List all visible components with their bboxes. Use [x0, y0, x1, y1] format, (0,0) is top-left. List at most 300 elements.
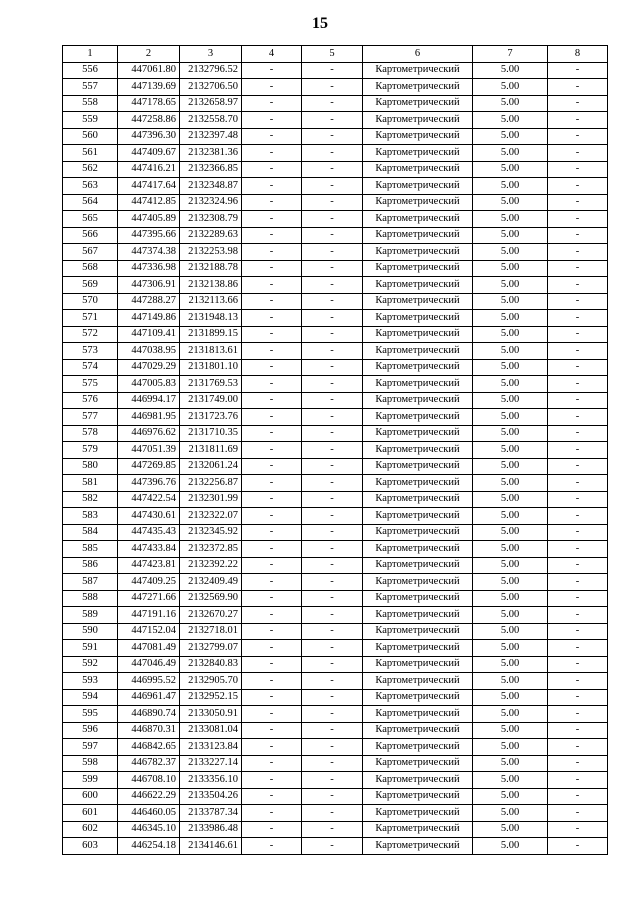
table-row	[63, 95, 608, 112]
cell-point-number: 564	[63, 194, 118, 211]
cell-point-number: 591	[63, 640, 118, 657]
cell-col-8-value: -	[548, 392, 608, 409]
cell-x-coordinate: 447271.66	[118, 590, 180, 607]
cell-method: Картометрический	[363, 541, 473, 558]
cell-col-8-value: -	[548, 821, 608, 838]
cell-col-8-value: -	[548, 178, 608, 195]
cell-col-5-value: -	[302, 689, 363, 706]
cell-x-coordinate: 447423.81	[118, 557, 180, 574]
cell-x-coordinate: 447109.41	[118, 326, 180, 343]
cell-col-5-value: -	[302, 458, 363, 475]
cell-x-coordinate: 447258.86	[118, 112, 180, 129]
table-row	[63, 227, 608, 244]
cell-y-coordinate: 2133050.91	[180, 706, 242, 723]
cell-x-coordinate: 447306.91	[118, 277, 180, 294]
header-col-4: 4	[242, 46, 302, 63]
cell-col-8-value: -	[548, 458, 608, 475]
cell-col-4-value: -	[242, 475, 302, 492]
cell-accuracy: 5.00	[473, 821, 548, 838]
cell-col-8-value: -	[548, 95, 608, 112]
cell-x-coordinate: 446460.05	[118, 805, 180, 822]
cell-x-coordinate: 447395.66	[118, 227, 180, 244]
cell-method: Картометрический	[363, 689, 473, 706]
cell-y-coordinate: 2133123.84	[180, 739, 242, 756]
cell-y-coordinate: 2132256.87	[180, 475, 242, 492]
cell-col-4-value: -	[242, 458, 302, 475]
cell-col-4-value: -	[242, 739, 302, 756]
cell-method: Картометрический	[363, 755, 473, 772]
header-col-6: 6	[363, 46, 473, 63]
table-row	[63, 244, 608, 261]
cell-accuracy: 5.00	[473, 607, 548, 624]
table-row	[63, 640, 608, 657]
table-row	[63, 623, 608, 640]
cell-point-number: 573	[63, 343, 118, 360]
cell-col-8-value: -	[548, 739, 608, 756]
cell-col-8-value: -	[548, 409, 608, 426]
table-row	[63, 673, 608, 690]
cell-y-coordinate: 2132138.86	[180, 277, 242, 294]
table-row	[63, 293, 608, 310]
cell-y-coordinate: 2131899.15	[180, 326, 242, 343]
cell-accuracy: 5.00	[473, 178, 548, 195]
cell-x-coordinate: 447061.80	[118, 62, 180, 79]
cell-method: Картометрический	[363, 62, 473, 79]
cell-method: Картометрический	[363, 706, 473, 723]
cell-col-8-value: -	[548, 607, 608, 624]
cell-method: Картометрический	[363, 95, 473, 112]
cell-x-coordinate: 446995.52	[118, 673, 180, 690]
cell-col-5-value: -	[302, 277, 363, 294]
header-col-8: 8	[548, 46, 608, 63]
cell-x-coordinate: 447405.89	[118, 211, 180, 228]
cell-x-coordinate: 446981.95	[118, 409, 180, 426]
cell-y-coordinate: 2132289.63	[180, 227, 242, 244]
cell-col-8-value: -	[548, 838, 608, 855]
cell-point-number: 576	[63, 392, 118, 409]
cell-y-coordinate: 2132348.87	[180, 178, 242, 195]
cell-col-4-value: -	[242, 409, 302, 426]
cell-x-coordinate: 447288.27	[118, 293, 180, 310]
cell-col-5-value: -	[302, 755, 363, 772]
cell-col-8-value: -	[548, 673, 608, 690]
cell-col-5-value: -	[302, 739, 363, 756]
cell-point-number: 589	[63, 607, 118, 624]
cell-point-number: 590	[63, 623, 118, 640]
table-row	[63, 821, 608, 838]
cell-point-number: 596	[63, 722, 118, 739]
cell-x-coordinate: 447336.98	[118, 260, 180, 277]
cell-point-number: 562	[63, 161, 118, 178]
cell-x-coordinate: 447409.67	[118, 145, 180, 162]
cell-point-number: 584	[63, 524, 118, 541]
cell-point-number: 577	[63, 409, 118, 426]
cell-x-coordinate: 447374.38	[118, 244, 180, 261]
cell-accuracy: 5.00	[473, 557, 548, 574]
cell-point-number: 556	[63, 62, 118, 79]
cell-col-5-value: -	[302, 508, 363, 525]
cell-col-8-value: -	[548, 755, 608, 772]
cell-method: Картометрический	[363, 260, 473, 277]
cell-accuracy: 5.00	[473, 409, 548, 426]
cell-point-number: 580	[63, 458, 118, 475]
cell-col-8-value: -	[548, 293, 608, 310]
cell-accuracy: 5.00	[473, 359, 548, 376]
cell-point-number: 557	[63, 79, 118, 96]
table-row	[63, 310, 608, 327]
cell-col-5-value: -	[302, 310, 363, 327]
cell-x-coordinate: 446961.47	[118, 689, 180, 706]
cell-point-number: 603	[63, 838, 118, 855]
cell-method: Картометрический	[363, 227, 473, 244]
cell-col-4-value: -	[242, 244, 302, 261]
cell-col-5-value: -	[302, 161, 363, 178]
table-row	[63, 128, 608, 145]
cell-col-5-value: -	[302, 623, 363, 640]
cell-y-coordinate: 2131948.13	[180, 310, 242, 327]
cell-method: Картометрический	[363, 640, 473, 657]
cell-col-4-value: -	[242, 508, 302, 525]
cell-method: Картометрический	[363, 79, 473, 96]
cell-accuracy: 5.00	[473, 689, 548, 706]
cell-col-5-value: -	[302, 788, 363, 805]
cell-accuracy: 5.00	[473, 656, 548, 673]
cell-col-8-value: -	[548, 805, 608, 822]
cell-point-number: 558	[63, 95, 118, 112]
cell-x-coordinate: 447191.16	[118, 607, 180, 624]
table-row	[63, 722, 608, 739]
table-row	[63, 524, 608, 541]
cell-col-8-value: -	[548, 722, 608, 739]
cell-accuracy: 5.00	[473, 590, 548, 607]
cell-accuracy: 5.00	[473, 508, 548, 525]
cell-point-number: 588	[63, 590, 118, 607]
cell-method: Картометрический	[363, 128, 473, 145]
cell-col-5-value: -	[302, 260, 363, 277]
cell-method: Картометрический	[363, 310, 473, 327]
cell-y-coordinate: 2132718.01	[180, 623, 242, 640]
cell-y-coordinate: 2131710.35	[180, 425, 242, 442]
cell-col-5-value: -	[302, 574, 363, 591]
cell-x-coordinate: 447422.54	[118, 491, 180, 508]
cell-accuracy: 5.00	[473, 79, 548, 96]
cell-col-4-value: -	[242, 821, 302, 838]
cell-y-coordinate: 2132799.07	[180, 640, 242, 657]
coordinates-table	[62, 45, 608, 855]
cell-accuracy: 5.00	[473, 722, 548, 739]
table-row	[63, 359, 608, 376]
cell-col-5-value: -	[302, 640, 363, 657]
cell-y-coordinate: 2132905.70	[180, 673, 242, 690]
cell-col-4-value: -	[242, 79, 302, 96]
cell-col-5-value: -	[302, 128, 363, 145]
cell-y-coordinate: 2132381.36	[180, 145, 242, 162]
cell-method: Картометрический	[363, 491, 473, 508]
cell-col-4-value: -	[242, 640, 302, 657]
cell-point-number: 563	[63, 178, 118, 195]
cell-y-coordinate: 2132253.98	[180, 244, 242, 261]
cell-accuracy: 5.00	[473, 755, 548, 772]
cell-accuracy: 5.00	[473, 145, 548, 162]
cell-col-4-value: -	[242, 194, 302, 211]
cell-x-coordinate: 447396.76	[118, 475, 180, 492]
cell-y-coordinate: 2133081.04	[180, 722, 242, 739]
cell-col-4-value: -	[242, 310, 302, 327]
cell-col-4-value: -	[242, 359, 302, 376]
cell-point-number: 582	[63, 491, 118, 508]
cell-accuracy: 5.00	[473, 277, 548, 294]
cell-point-number: 575	[63, 376, 118, 393]
cell-col-8-value: -	[548, 211, 608, 228]
cell-method: Картометрический	[363, 590, 473, 607]
cell-col-8-value: -	[548, 689, 608, 706]
cell-accuracy: 5.00	[473, 574, 548, 591]
cell-point-number: 560	[63, 128, 118, 145]
cell-x-coordinate: 447139.69	[118, 79, 180, 96]
cell-point-number: 561	[63, 145, 118, 162]
table-row	[63, 508, 608, 525]
cell-col-4-value: -	[242, 442, 302, 459]
table-row	[63, 79, 608, 96]
cell-y-coordinate: 2132952.15	[180, 689, 242, 706]
table-row	[63, 574, 608, 591]
cell-y-coordinate: 2131811.69	[180, 442, 242, 459]
cell-y-coordinate: 2133504.26	[180, 788, 242, 805]
header-col-7: 7	[473, 46, 548, 63]
header-col-2: 2	[118, 46, 180, 63]
cell-accuracy: 5.00	[473, 293, 548, 310]
cell-col-5-value: -	[302, 656, 363, 673]
cell-y-coordinate: 2132301.99	[180, 491, 242, 508]
cell-col-8-value: -	[548, 227, 608, 244]
cell-col-5-value: -	[302, 673, 363, 690]
cell-method: Картометрический	[363, 343, 473, 360]
cell-y-coordinate: 2132366.85	[180, 161, 242, 178]
cell-col-4-value: -	[242, 574, 302, 591]
cell-method: Картометрический	[363, 623, 473, 640]
cell-y-coordinate: 2132188.78	[180, 260, 242, 277]
cell-method: Картометрический	[363, 425, 473, 442]
cell-col-4-value: -	[242, 62, 302, 79]
cell-point-number: 587	[63, 574, 118, 591]
table-row	[63, 260, 608, 277]
cell-col-4-value: -	[242, 128, 302, 145]
cell-col-4-value: -	[242, 689, 302, 706]
cell-point-number: 598	[63, 755, 118, 772]
cell-method: Картометрический	[363, 293, 473, 310]
cell-accuracy: 5.00	[473, 244, 548, 261]
table-header-row	[63, 46, 608, 63]
table-row	[63, 194, 608, 211]
cell-x-coordinate: 446782.37	[118, 755, 180, 772]
cell-accuracy: 5.00	[473, 458, 548, 475]
table-row	[63, 838, 608, 855]
cell-y-coordinate: 2132322.07	[180, 508, 242, 525]
cell-method: Картометрический	[363, 145, 473, 162]
cell-accuracy: 5.00	[473, 805, 548, 822]
cell-accuracy: 5.00	[473, 128, 548, 145]
cell-col-5-value: -	[302, 607, 363, 624]
cell-y-coordinate: 2132392.22	[180, 557, 242, 574]
cell-col-4-value: -	[242, 838, 302, 855]
cell-col-5-value: -	[302, 211, 363, 228]
cell-col-5-value: -	[302, 112, 363, 129]
cell-col-5-value: -	[302, 805, 363, 822]
cell-col-4-value: -	[242, 590, 302, 607]
cell-col-4-value: -	[242, 112, 302, 129]
cell-method: Картометрический	[363, 244, 473, 261]
cell-point-number: 600	[63, 788, 118, 805]
table-row	[63, 62, 608, 79]
cell-x-coordinate: 447417.64	[118, 178, 180, 195]
table-row	[63, 409, 608, 426]
cell-method: Картометрический	[363, 475, 473, 492]
cell-method: Картометрический	[363, 656, 473, 673]
cell-y-coordinate: 2133227.14	[180, 755, 242, 772]
cell-y-coordinate: 2132558.70	[180, 112, 242, 129]
table-row	[63, 326, 608, 343]
table-row	[63, 772, 608, 789]
cell-col-8-value: -	[548, 524, 608, 541]
cell-col-4-value: -	[242, 805, 302, 822]
cell-col-8-value: -	[548, 112, 608, 129]
cell-col-5-value: -	[302, 409, 363, 426]
cell-col-8-value: -	[548, 475, 608, 492]
cell-point-number: 593	[63, 673, 118, 690]
table-row	[63, 161, 608, 178]
cell-x-coordinate: 446254.18	[118, 838, 180, 855]
table-row	[63, 442, 608, 459]
header-col-5: 5	[302, 46, 363, 63]
table-row	[63, 343, 608, 360]
cell-y-coordinate: 2132113.66	[180, 293, 242, 310]
cell-x-coordinate: 447430.61	[118, 508, 180, 525]
table-row	[63, 557, 608, 574]
cell-accuracy: 5.00	[473, 623, 548, 640]
cell-x-coordinate: 447038.95	[118, 343, 180, 360]
cell-col-5-value: -	[302, 62, 363, 79]
table-row	[63, 689, 608, 706]
cell-y-coordinate: 2131723.76	[180, 409, 242, 426]
cell-col-4-value: -	[242, 277, 302, 294]
cell-col-5-value: -	[302, 706, 363, 723]
cell-accuracy: 5.00	[473, 442, 548, 459]
cell-col-5-value: -	[302, 343, 363, 360]
table-row	[63, 475, 608, 492]
cell-accuracy: 5.00	[473, 62, 548, 79]
table-row	[63, 491, 608, 508]
cell-accuracy: 5.00	[473, 326, 548, 343]
cell-col-5-value: -	[302, 293, 363, 310]
cell-col-5-value: -	[302, 541, 363, 558]
cell-point-number: 569	[63, 277, 118, 294]
cell-col-8-value: -	[548, 62, 608, 79]
cell-method: Картометрический	[363, 211, 473, 228]
cell-accuracy: 5.00	[473, 541, 548, 558]
cell-point-number: 595	[63, 706, 118, 723]
cell-x-coordinate: 447051.39	[118, 442, 180, 459]
cell-x-coordinate: 447409.25	[118, 574, 180, 591]
cell-point-number: 585	[63, 541, 118, 558]
cell-col-8-value: -	[548, 79, 608, 96]
cell-col-4-value: -	[242, 673, 302, 690]
cell-accuracy: 5.00	[473, 194, 548, 211]
cell-x-coordinate: 446994.17	[118, 392, 180, 409]
cell-col-4-value: -	[242, 293, 302, 310]
cell-x-coordinate: 446870.31	[118, 722, 180, 739]
cell-col-4-value: -	[242, 326, 302, 343]
cell-y-coordinate: 2133986.48	[180, 821, 242, 838]
cell-col-4-value: -	[242, 95, 302, 112]
cell-accuracy: 5.00	[473, 310, 548, 327]
table-row	[63, 739, 608, 756]
cell-method: Картометрический	[363, 607, 473, 624]
cell-col-5-value: -	[302, 227, 363, 244]
cell-point-number: 570	[63, 293, 118, 310]
table-row	[63, 211, 608, 228]
table-row	[63, 656, 608, 673]
cell-accuracy: 5.00	[473, 475, 548, 492]
cell-col-4-value: -	[242, 491, 302, 508]
cell-col-5-value: -	[302, 838, 363, 855]
cell-x-coordinate: 446890.74	[118, 706, 180, 723]
cell-method: Картометрический	[363, 838, 473, 855]
cell-col-5-value: -	[302, 95, 363, 112]
cell-point-number: 602	[63, 821, 118, 838]
cell-accuracy: 5.00	[473, 161, 548, 178]
cell-col-5-value: -	[302, 178, 363, 195]
table-row	[63, 112, 608, 129]
cell-y-coordinate: 2133787.34	[180, 805, 242, 822]
cell-col-8-value: -	[548, 359, 608, 376]
cell-x-coordinate: 447396.30	[118, 128, 180, 145]
cell-col-4-value: -	[242, 607, 302, 624]
cell-point-number: 565	[63, 211, 118, 228]
cell-point-number: 597	[63, 739, 118, 756]
cell-col-4-value: -	[242, 145, 302, 162]
cell-accuracy: 5.00	[473, 739, 548, 756]
cell-point-number: 578	[63, 425, 118, 442]
cell-col-8-value: -	[548, 326, 608, 343]
cell-point-number: 567	[63, 244, 118, 261]
cell-y-coordinate: 2132569.90	[180, 590, 242, 607]
cell-method: Картометрический	[363, 821, 473, 838]
cell-x-coordinate: 447046.49	[118, 656, 180, 673]
cell-method: Картометрический	[363, 722, 473, 739]
cell-y-coordinate: 2131749.00	[180, 392, 242, 409]
cell-col-5-value: -	[302, 821, 363, 838]
cell-method: Картометрический	[363, 112, 473, 129]
cell-x-coordinate: 447412.85	[118, 194, 180, 211]
cell-method: Картометрический	[363, 772, 473, 789]
cell-col-8-value: -	[548, 128, 608, 145]
cell-y-coordinate: 2132670.27	[180, 607, 242, 624]
cell-accuracy: 5.00	[473, 211, 548, 228]
cell-col-8-value: -	[548, 194, 608, 211]
cell-x-coordinate: 446842.65	[118, 739, 180, 756]
cell-x-coordinate: 447149.86	[118, 310, 180, 327]
cell-method: Картометрический	[363, 277, 473, 294]
cell-col-5-value: -	[302, 475, 363, 492]
cell-point-number: 571	[63, 310, 118, 327]
cell-col-4-value: -	[242, 656, 302, 673]
cell-method: Картометрический	[363, 359, 473, 376]
cell-y-coordinate: 2132840.83	[180, 656, 242, 673]
cell-method: Картометрический	[363, 788, 473, 805]
cell-method: Картометрический	[363, 326, 473, 343]
table-row	[63, 706, 608, 723]
cell-accuracy: 5.00	[473, 260, 548, 277]
